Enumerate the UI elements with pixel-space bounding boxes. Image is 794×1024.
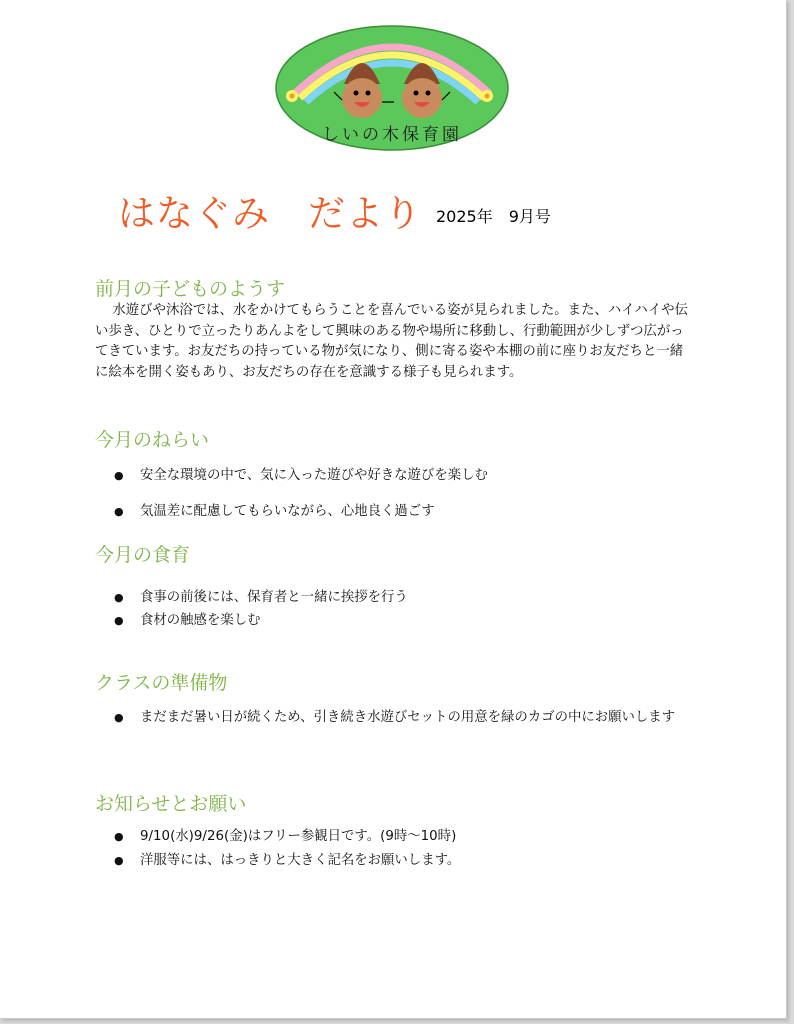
flower-left-icon — [286, 90, 298, 102]
flower-right-icon — [481, 90, 493, 102]
supplies-item-1: まだまだ暑い日が続くため、引き続き水遊びセットの用意を緑のカゴの中にお願いします — [140, 710, 676, 725]
aims-item-2: 気温差に配慮してもらいながら、心地良く過ごす — [140, 504, 435, 519]
food-item-2: 食材の触感を楽しむ — [140, 613, 261, 628]
list-item — [114, 707, 704, 729]
list-item — [114, 465, 704, 487]
list-item — [114, 610, 704, 632]
bullet-icon: ● — [114, 505, 124, 518]
bullet-icon: ● — [114, 469, 124, 482]
notices-item-2: 洋服等には、はっきりと大きく記名をお願いします。 — [140, 853, 461, 868]
last-month-paragraph: 水遊びや沐浴では、水をかけてもらうことを喜んでいる姿が見られました。また、ハイハイや伝い歩き、ひとりで立ったりあんよをして興味のある物や場所に移動し、行動範囲が少しずつ広がってきています。お友だちの持っている物が気になり、側に寄る姿や本棚の前に座りお友だちと一緒に絵本を開く姿もあり、お友だちの存在を意識する様子も見られます。 — [95, 303, 688, 380]
nursery-logo — [272, 22, 512, 154]
food-item-1: 食事の前後には、保育者と一緒に挨拶を行う — [140, 590, 408, 605]
section-heading-notices: お知らせとお願い — [95, 793, 247, 815]
section-heading-supplies: クラスの準備物 — [95, 672, 228, 694]
list-item — [114, 850, 704, 872]
section-heading-aims: 今月のねらい — [95, 429, 210, 451]
list-item — [114, 587, 704, 609]
bullet-icon: ● — [114, 854, 124, 867]
logo-text: しいの木保育園 — [322, 125, 462, 145]
bullet-icon: ● — [114, 614, 124, 627]
bullet-icon: ● — [114, 830, 124, 843]
aims-item-1: 安全な環境の中で、気に入った遊びや好きな遊びを楽しむ — [140, 468, 488, 483]
issue-date: 2025年 9月号 — [436, 207, 551, 226]
list-item — [114, 501, 704, 523]
notices-item-1: 9/10(水)9/26(金)はフリー参観日です。(9時～10時) — [140, 829, 457, 844]
section-heading-last-month: 前月の子どものようす — [95, 278, 286, 300]
bullet-icon: ● — [114, 711, 124, 724]
newsletter-title: はなぐみ だより — [118, 192, 422, 235]
section-heading-food: 今月の食育 — [95, 544, 191, 566]
list-item — [114, 826, 704, 848]
bullet-icon: ● — [114, 591, 124, 604]
